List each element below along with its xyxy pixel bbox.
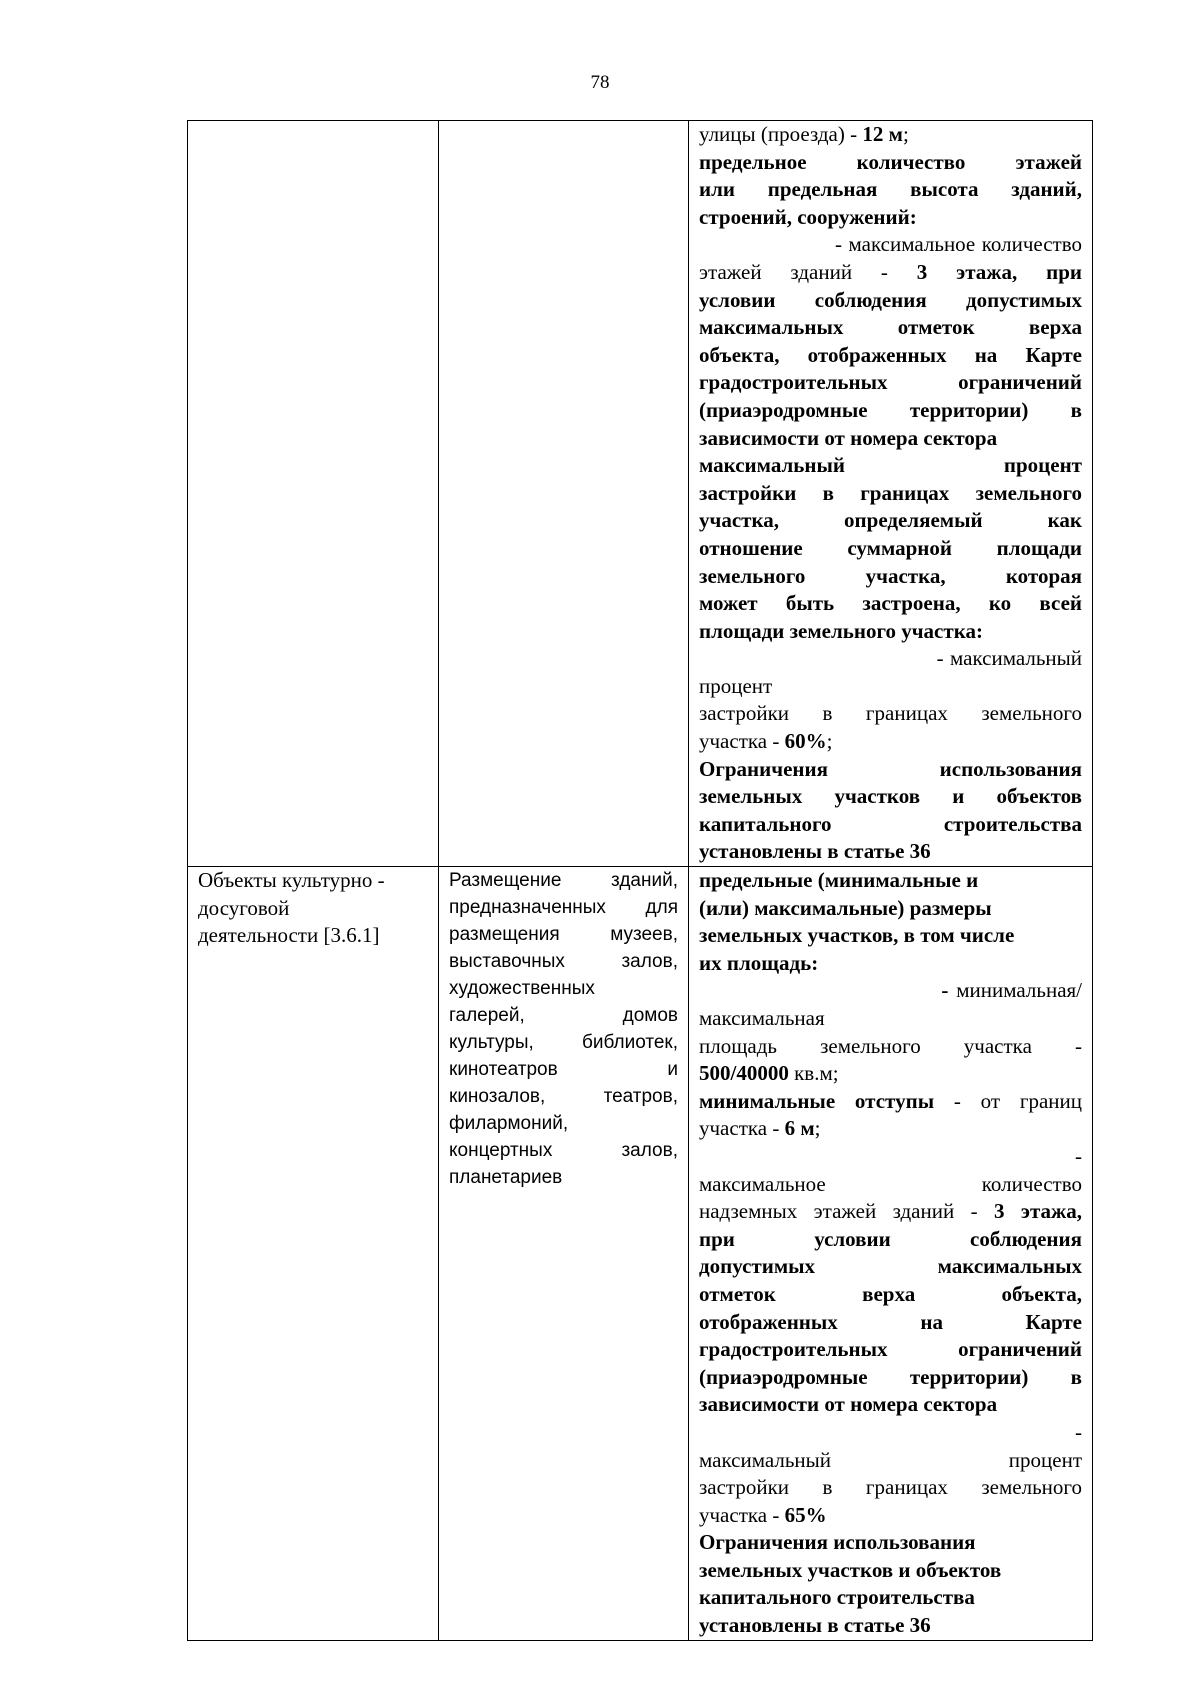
object-type-line: деятельности [3.6.1] xyxy=(198,923,380,948)
text-line xyxy=(699,1033,1082,1061)
text-line xyxy=(699,149,1082,177)
object-type-line: досуговой xyxy=(198,895,290,920)
text-line xyxy=(699,895,1082,923)
text-line xyxy=(699,369,1082,397)
text-line xyxy=(699,342,1082,370)
text-run: предельные (минимальные и xyxy=(699,868,979,893)
text-line xyxy=(699,1529,1082,1557)
text-run: участка - xyxy=(699,729,785,754)
text-run: (приаэродромные территории) в xyxy=(699,1364,1082,1389)
text-line xyxy=(699,176,1082,204)
text-run: улицы (проезда) - xyxy=(699,122,863,146)
table-row xyxy=(188,121,1093,867)
text-run: 500/40000 xyxy=(699,1061,789,1086)
text-run: (или) максимальные) размеры xyxy=(699,895,992,920)
text-line xyxy=(699,1281,1082,1309)
text-run: предельное количество этажей xyxy=(699,149,1082,174)
text-run: ; xyxy=(902,122,909,146)
cell-parameters xyxy=(689,121,1093,867)
text-run: - от границ xyxy=(934,1088,1082,1113)
description-line: предназначенных для xyxy=(449,897,678,919)
text-line xyxy=(699,1143,1082,1198)
text-run: площади земельного участка: xyxy=(699,618,983,643)
text-line xyxy=(699,1391,1082,1419)
text-run: кв.м; xyxy=(788,1061,839,1086)
text-run: 3 этажа, при xyxy=(916,259,1082,284)
text-run: или предельная высота зданий, xyxy=(699,177,1082,202)
text-line xyxy=(699,231,1082,259)
description-line: филармоний, xyxy=(449,1113,569,1135)
text-line xyxy=(699,1336,1082,1364)
text-run: этажей зданий - xyxy=(699,259,917,284)
text-run: их площадь: xyxy=(699,950,819,975)
text-run: 3 этажа, xyxy=(993,1199,1082,1224)
text-run: надземных этажей зданий - xyxy=(699,1199,994,1224)
text-line xyxy=(699,838,1082,866)
text-run: земельных участков, в том числе xyxy=(699,923,1015,948)
text-run: градостроительных ограничений xyxy=(699,370,1082,395)
text-run: застройки в границах земельного xyxy=(699,1475,1082,1500)
text-line xyxy=(699,950,1082,978)
text-line xyxy=(699,867,1082,895)
text-run: максимальных отметок верха xyxy=(699,315,1082,340)
text-line xyxy=(699,1226,1082,1254)
text-run: зависимости от номера сектора xyxy=(699,1392,998,1417)
text-line xyxy=(699,700,1082,728)
text-run: застройки в границах земельного xyxy=(699,701,1082,726)
text-line xyxy=(699,1584,1082,1612)
text-line xyxy=(699,259,1082,287)
text-line xyxy=(699,1364,1082,1392)
text-line xyxy=(699,922,1082,950)
text-run: при условии соблюдения xyxy=(699,1226,1082,1251)
text-line xyxy=(699,590,1082,618)
object-type-line: Объекты культурно - xyxy=(198,868,385,893)
description-line: планетариев xyxy=(449,1167,563,1189)
text-line xyxy=(699,977,1082,1032)
text-run: Ограничения использования xyxy=(699,1530,976,1555)
text-run: земельных участков и объектов xyxy=(699,1557,1002,1582)
text-run: - максимальное количество xyxy=(699,232,1082,257)
cell-description xyxy=(439,121,689,867)
text-line xyxy=(699,645,1082,700)
text-line xyxy=(699,1060,1082,1088)
table-row xyxy=(188,867,1093,1641)
description-line: художественных xyxy=(449,978,595,1000)
text-run: объекта, отображенных на Карте xyxy=(699,342,1082,367)
text-run: застройки в границах земельного xyxy=(699,480,1082,505)
description-line: кинотеатров и xyxy=(449,1059,678,1081)
text-run: максимальный процент xyxy=(699,453,1082,478)
text-run: участка - xyxy=(699,1502,785,1527)
text-run: - xyxy=(941,978,949,1003)
text-run: 65% xyxy=(784,1502,827,1527)
text-run: градостроительных ограничений xyxy=(699,1337,1082,1362)
text-run: установлены в статье 36 xyxy=(699,1613,931,1638)
text-run: ; xyxy=(826,729,833,754)
description-line: размещения музеев, xyxy=(449,924,678,946)
cell-parameters xyxy=(689,867,1093,1641)
text-line xyxy=(699,728,1082,756)
text-line xyxy=(699,1612,1082,1640)
description-line: культуры, библиотек, xyxy=(449,1032,678,1054)
text-run: - максимальный процент xyxy=(699,1419,1082,1472)
text-run: участка - xyxy=(699,1116,785,1141)
cell-object-type xyxy=(188,867,439,1641)
text-run: зависимости от номера сектора xyxy=(699,425,998,450)
text-line xyxy=(699,756,1082,784)
text-line xyxy=(699,563,1082,591)
text-run: земельного участка, которая xyxy=(699,563,1082,588)
text-run: может быть застроена, ко всей xyxy=(699,591,1082,616)
text-line xyxy=(699,314,1082,342)
text-run: допустимых максимальных xyxy=(699,1254,1082,1279)
cell-description xyxy=(439,867,689,1641)
text-run: участка, определяемый как xyxy=(699,508,1082,533)
text-run: отметок верха объекта, xyxy=(699,1281,1082,1306)
text-run: минимальные отступы xyxy=(699,1088,935,1113)
text-line xyxy=(699,480,1082,508)
text-run: 60% xyxy=(784,729,827,754)
text-run: строений, сооружений: xyxy=(699,204,917,229)
text-line xyxy=(699,397,1082,425)
text-line xyxy=(699,425,1082,453)
text-run: (приаэродромные территории) в xyxy=(699,397,1082,422)
page-number: 78 xyxy=(590,72,610,93)
text-line xyxy=(699,507,1082,535)
text-line xyxy=(699,535,1082,563)
text-run: капитального строительства xyxy=(699,811,1082,836)
description-line: кинозалов, театров, xyxy=(449,1086,678,1108)
text-line xyxy=(699,1253,1082,1281)
text-run: площадь земельного участка - xyxy=(699,1033,1082,1058)
zoning-table xyxy=(187,120,1093,1641)
text-line xyxy=(699,618,1082,646)
text-line xyxy=(699,1198,1082,1226)
text-line xyxy=(699,287,1082,315)
text-run: - максимальное количество xyxy=(699,1143,1082,1196)
text-line xyxy=(699,204,1082,232)
text-line xyxy=(699,452,1082,480)
text-line xyxy=(699,1502,1082,1530)
text-line xyxy=(699,1474,1082,1502)
text-run: - максимальный процент xyxy=(699,646,1082,698)
description-line: выставочных залов, xyxy=(449,951,678,973)
text-line xyxy=(699,811,1082,839)
text-line xyxy=(699,1309,1082,1337)
text-run: 12 м xyxy=(862,122,903,146)
text-run: земельных участков и объектов xyxy=(699,784,1082,809)
text-run xyxy=(699,978,941,1002)
text-run: Ограничения использования xyxy=(699,756,1082,781)
description-line: Размещение зданий, xyxy=(449,870,678,892)
text-line xyxy=(699,783,1082,811)
text-line xyxy=(699,1088,1082,1116)
text-line xyxy=(699,1557,1082,1585)
text-line xyxy=(699,121,1082,149)
text-line xyxy=(699,1115,1082,1143)
text-run: минимальная/максимальная xyxy=(699,978,1083,1030)
text-run: 6 м xyxy=(784,1116,815,1141)
text-line xyxy=(699,1419,1082,1474)
text-run: установлены в статье 36 xyxy=(699,839,931,864)
text-run: ; xyxy=(814,1116,821,1141)
text-run: отношение суммарной площади xyxy=(699,535,1082,560)
cell-object-type xyxy=(188,121,439,867)
text-run: капитального строительства xyxy=(699,1585,975,1610)
description-line: концертных залов, xyxy=(449,1140,678,1162)
text-run: отображенных на Карте xyxy=(699,1309,1082,1334)
description-line: галерей, домов xyxy=(449,1005,678,1027)
text-run: условии соблюдения допустимых xyxy=(699,287,1082,312)
